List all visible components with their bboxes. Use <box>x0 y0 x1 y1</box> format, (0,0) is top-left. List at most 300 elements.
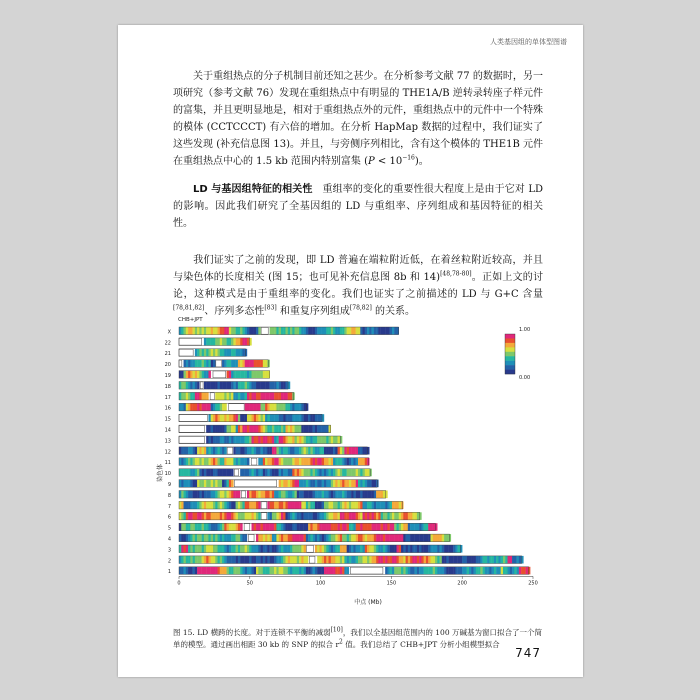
ld-cell <box>308 447 310 455</box>
ld-cell <box>184 327 186 335</box>
ld-cell <box>378 545 380 553</box>
ld-cell <box>188 556 190 564</box>
ld-cell <box>292 469 294 477</box>
ld-cell <box>236 567 238 575</box>
ld-cell <box>283 534 285 542</box>
ld-cell <box>367 491 369 499</box>
ld-cell <box>222 327 224 335</box>
paragraph-ld-genome-features <box>173 181 543 232</box>
ld-cell <box>213 403 215 411</box>
ld-cell <box>390 327 392 335</box>
ld-cell <box>267 545 269 553</box>
ld-cell <box>342 545 344 553</box>
ld-cell <box>199 545 201 553</box>
ld-cell <box>224 403 226 411</box>
ld-cell <box>285 534 287 542</box>
ld-cell <box>396 523 398 531</box>
ld-cell <box>372 501 374 509</box>
ld-cell <box>242 327 244 335</box>
ld-cell <box>224 480 226 488</box>
ld-cell <box>283 414 285 422</box>
ld-cell <box>322 436 324 444</box>
ld-cell <box>233 491 235 499</box>
ld-cell <box>464 556 466 564</box>
ld-cell <box>342 556 344 564</box>
ld-cell <box>197 567 199 575</box>
ld-cell <box>220 469 222 477</box>
ld-cell <box>381 327 383 335</box>
ld-cell <box>281 436 283 444</box>
ld-cell <box>299 469 301 477</box>
ld-cell <box>471 556 473 564</box>
ld-cell <box>236 447 238 455</box>
ld-cell <box>399 556 401 564</box>
ld-cell <box>430 567 432 575</box>
chromosome-label: X <box>167 329 171 336</box>
ld-cell <box>358 327 360 335</box>
ld-cell <box>358 458 360 466</box>
ld-cell <box>267 523 269 531</box>
ld-cell <box>233 425 235 433</box>
ld-cell <box>453 567 455 575</box>
ld-cell <box>247 512 249 520</box>
ld-cell <box>211 545 213 553</box>
ld-cell <box>276 392 278 400</box>
ld-cell <box>188 469 190 477</box>
ld-cell <box>199 349 201 357</box>
ld-cell <box>319 556 321 564</box>
ld-cell <box>274 567 276 575</box>
ld-cell <box>331 545 333 553</box>
ld-cell <box>342 567 344 575</box>
ld-cell <box>265 556 267 564</box>
ld-cell <box>220 545 222 553</box>
ld-cell <box>424 534 426 542</box>
ld-cell <box>193 491 195 499</box>
ld-cell <box>446 534 448 542</box>
ld-cell <box>195 458 197 466</box>
ld-cell <box>281 501 283 509</box>
ld-cell <box>222 512 224 520</box>
ld-cell <box>186 371 188 379</box>
ld-cell <box>245 458 247 466</box>
ld-cell <box>396 545 398 553</box>
ld-cell <box>267 436 269 444</box>
ld-cell <box>211 491 213 499</box>
ld-cell <box>324 534 326 542</box>
ld-cell <box>258 491 260 499</box>
ld-cell <box>222 469 224 477</box>
ld-cell <box>449 556 451 564</box>
centromere-gap <box>179 349 193 356</box>
ld-cell <box>249 447 251 455</box>
ld-cell <box>218 382 220 390</box>
caption-text-a: 图 15. LD 横跨的长度。对于连锁不平衡的减弱 <box>173 628 331 637</box>
ld-cell <box>186 458 188 466</box>
ld-cell <box>283 480 285 488</box>
ld-cell <box>247 545 249 553</box>
ld-cell <box>338 436 340 444</box>
chromosome-label: 1 <box>167 569 171 576</box>
ld-cell <box>197 469 199 477</box>
ld-cell <box>227 556 229 564</box>
ld-cell <box>297 534 299 542</box>
ld-cell <box>222 523 224 531</box>
ld-cell <box>478 567 480 575</box>
ld-cell <box>365 501 367 509</box>
ld-cell <box>251 327 253 335</box>
ld-cell <box>340 491 342 499</box>
caption-text-c: 值。我们总结了 CHB+JPT 分析小组模型拟合 <box>342 640 500 649</box>
chromosome-row <box>179 534 451 542</box>
ld-cell <box>238 491 240 499</box>
ld-cell <box>351 458 353 466</box>
ld-cell <box>290 425 292 433</box>
ld-cell <box>186 392 188 400</box>
ld-cell <box>517 556 519 564</box>
ld-cell <box>344 556 346 564</box>
ld-cell <box>317 567 319 575</box>
ld-cell <box>399 512 401 520</box>
ld-cell <box>324 545 326 553</box>
ld-cell <box>233 371 235 379</box>
ld-cell <box>317 436 319 444</box>
ld-cell <box>206 349 208 357</box>
ld-cell <box>211 349 213 357</box>
ld-cell <box>315 436 317 444</box>
ld-cell <box>460 567 462 575</box>
ld-cell <box>315 491 317 499</box>
ld-cell <box>283 447 285 455</box>
ld-cell <box>202 556 204 564</box>
ld-cell <box>290 545 292 553</box>
ld-cell <box>190 534 192 542</box>
ld-cell <box>349 469 351 477</box>
ld-cell <box>288 403 290 411</box>
ld-cell <box>430 523 432 531</box>
ld-cell <box>399 501 401 509</box>
ld-cell <box>251 392 253 400</box>
ld-cell <box>195 403 197 411</box>
ld-cell <box>211 327 213 335</box>
x-tick-label: 50 <box>246 580 253 587</box>
ld-cell <box>231 501 233 509</box>
ld-cell <box>333 523 335 531</box>
ld-cell <box>240 371 242 379</box>
ld-cell <box>270 545 272 553</box>
ld-cell <box>394 545 396 553</box>
ld-cell <box>347 491 349 499</box>
ld-cell <box>258 512 260 520</box>
ld-cell <box>322 425 324 433</box>
ld-cell <box>367 480 369 488</box>
ld-cell <box>385 545 387 553</box>
ld-cell <box>231 458 233 466</box>
ld-cell <box>498 556 500 564</box>
ld-cell <box>272 447 274 455</box>
ld-cell <box>451 567 453 575</box>
ld-cell <box>261 403 263 411</box>
ld-cell <box>290 501 292 509</box>
ld-cell <box>276 556 278 564</box>
ld-cell <box>315 327 317 335</box>
ld-cell <box>458 567 460 575</box>
ld-cell <box>376 556 378 564</box>
ld-cell <box>274 436 276 444</box>
ld-cell <box>247 458 249 466</box>
ld-cell <box>240 327 242 335</box>
ld-cell <box>308 458 310 466</box>
ld-cell <box>421 567 423 575</box>
ld-cell <box>193 523 195 531</box>
ld-cell <box>231 469 233 477</box>
ld-cell <box>299 436 301 444</box>
ld-cell <box>415 523 417 531</box>
ld-cell <box>358 512 360 520</box>
ld-cell <box>412 556 414 564</box>
ld-cell <box>503 567 505 575</box>
ld-cell <box>211 523 213 531</box>
ld-cell <box>190 469 192 477</box>
ld-cell <box>229 360 231 368</box>
ld-cell <box>301 458 303 466</box>
ld-cell <box>263 447 265 455</box>
ld-cell <box>218 534 220 542</box>
ld-cell <box>319 523 321 531</box>
ld-cell <box>467 567 469 575</box>
ld-cell <box>435 556 437 564</box>
ld-cell <box>444 545 446 553</box>
ld-cell <box>378 501 380 509</box>
ld-cell <box>267 414 269 422</box>
ld-cell <box>283 403 285 411</box>
ld-cell <box>233 436 235 444</box>
ld-cell <box>306 327 308 335</box>
ld-cell <box>331 534 333 542</box>
ld-cell <box>374 501 376 509</box>
ld-cell <box>426 534 428 542</box>
ld-cell <box>254 512 256 520</box>
ld-cell <box>256 403 258 411</box>
ld-cell <box>213 327 215 335</box>
centromere-gap <box>309 556 315 563</box>
ld-cell <box>498 567 500 575</box>
ld-cell <box>299 414 301 422</box>
ld-cell <box>308 523 310 531</box>
ld-cell <box>247 469 249 477</box>
ld-cell <box>356 469 358 477</box>
centromere-gap <box>251 458 257 465</box>
ld-cell <box>503 556 505 564</box>
ld-cell <box>245 436 247 444</box>
ld-cell <box>437 567 439 575</box>
ld-cell <box>324 501 326 509</box>
ld-cell <box>408 534 410 542</box>
ld-cell <box>310 534 312 542</box>
ld-cell <box>313 480 315 488</box>
ld-cell <box>326 567 328 575</box>
ld-cell <box>304 480 306 488</box>
ld-cell <box>249 545 251 553</box>
ld-cell <box>245 392 247 400</box>
centromere-gap <box>216 360 222 367</box>
ld-cell <box>208 327 210 335</box>
ld-cell <box>458 545 460 553</box>
ld-cell <box>236 349 238 357</box>
ld-cell <box>197 403 199 411</box>
ld-cell <box>369 523 371 531</box>
ld-cell <box>392 512 394 520</box>
ld-cell <box>231 425 233 433</box>
ld-cell <box>249 382 251 390</box>
ld-cell <box>188 382 190 390</box>
ld-cell <box>492 567 494 575</box>
ld-cell <box>383 491 385 499</box>
ld-cell <box>263 382 265 390</box>
ld-cell <box>202 491 204 499</box>
ld-cell <box>249 425 251 433</box>
ld-cell <box>238 556 240 564</box>
ld-cell <box>263 371 265 379</box>
ld-cell <box>356 480 358 488</box>
ld-cell <box>301 556 303 564</box>
ld-cell <box>186 360 188 368</box>
ld-cell <box>204 327 206 335</box>
ld-cell <box>292 480 294 488</box>
ld-cell <box>315 469 317 477</box>
ld-cell <box>344 469 346 477</box>
ld-cell <box>204 360 206 368</box>
ld-cell <box>256 501 258 509</box>
ld-cell <box>385 567 387 575</box>
ld-cell <box>238 338 240 346</box>
ld-cell <box>261 458 263 466</box>
ld-cell <box>251 523 253 531</box>
ld-cell <box>240 360 242 368</box>
y-axis-label: 染色体 <box>157 463 164 483</box>
ld-cell <box>184 469 186 477</box>
ld-cell <box>242 392 244 400</box>
ld-cell <box>290 403 292 411</box>
ld-cell <box>236 556 238 564</box>
ld-cell <box>220 491 222 499</box>
ld-cell <box>202 567 204 575</box>
ld-cell <box>227 382 229 390</box>
ld-cell <box>374 556 376 564</box>
ld-cell <box>347 567 349 575</box>
ld-cell <box>444 556 446 564</box>
chromosome-row <box>179 491 388 499</box>
ld-cell <box>319 512 321 520</box>
ld-cell <box>258 392 260 400</box>
ld-cell <box>365 469 367 477</box>
ld-cell <box>319 447 321 455</box>
ld-cell <box>245 545 247 553</box>
ld-cell <box>258 436 260 444</box>
ld-cell <box>281 480 283 488</box>
ld-cell <box>254 501 256 509</box>
ld-cell <box>378 327 380 335</box>
ld-cell <box>290 491 292 499</box>
ld-cell <box>267 501 269 509</box>
ld-cell <box>319 469 321 477</box>
ld-cell <box>308 491 310 499</box>
ld-cell <box>229 556 231 564</box>
ld-cell <box>206 425 208 433</box>
ld-cell <box>222 501 224 509</box>
ld-cell <box>249 512 251 520</box>
ld-cell <box>184 480 186 488</box>
ld-cell <box>344 501 346 509</box>
ld-cell <box>220 501 222 509</box>
chromosome-label: 21 <box>164 351 171 358</box>
ld-cell <box>285 382 287 390</box>
ld-cell <box>256 382 258 390</box>
figure-ld-span <box>138 313 558 613</box>
ld-cell <box>265 447 267 455</box>
ld-cell <box>369 491 371 499</box>
chromosome-row <box>179 360 270 368</box>
ld-cell <box>199 512 201 520</box>
ld-cell <box>510 556 512 564</box>
ld-cell <box>315 545 317 553</box>
ld-cell <box>186 403 188 411</box>
ld-cell <box>406 556 408 564</box>
ld-cell <box>193 501 195 509</box>
ld-cell <box>202 469 204 477</box>
ld-cell <box>367 523 369 531</box>
ld-cell <box>231 349 233 357</box>
ld-cell <box>356 556 358 564</box>
ld-cell <box>322 567 324 575</box>
ld-cell <box>313 501 315 509</box>
ld-cell <box>285 491 287 499</box>
ld-cell <box>310 491 312 499</box>
ld-cell <box>301 523 303 531</box>
ld-cell <box>222 436 224 444</box>
ld-cell <box>376 534 378 542</box>
ld-cell <box>247 567 249 575</box>
ld-cell <box>340 447 342 455</box>
ld-cell <box>446 567 448 575</box>
ld-cell <box>274 556 276 564</box>
ld-cell <box>263 360 265 368</box>
ld-cell <box>394 327 396 335</box>
ld-cell <box>358 501 360 509</box>
ld-cell <box>317 523 319 531</box>
ld-cell <box>195 491 197 499</box>
ld-cell <box>489 567 491 575</box>
ld-cell <box>372 491 374 499</box>
ld-cell <box>306 469 308 477</box>
centromere-gap <box>261 327 268 334</box>
ld-cell <box>306 512 308 520</box>
ld-cell <box>267 403 269 411</box>
ld-cell <box>496 556 498 564</box>
ld-cell <box>276 458 278 466</box>
ld-cell <box>335 458 337 466</box>
ld-cell <box>283 392 285 400</box>
ld-cell <box>242 512 244 520</box>
ld-cell <box>358 491 360 499</box>
ld-cell <box>224 349 226 357</box>
ld-cell <box>211 480 213 488</box>
ld-cell <box>356 327 358 335</box>
ld-cell <box>331 327 333 335</box>
ld-cell <box>478 556 480 564</box>
ld-cell <box>299 447 301 455</box>
ld-cell <box>213 491 215 499</box>
